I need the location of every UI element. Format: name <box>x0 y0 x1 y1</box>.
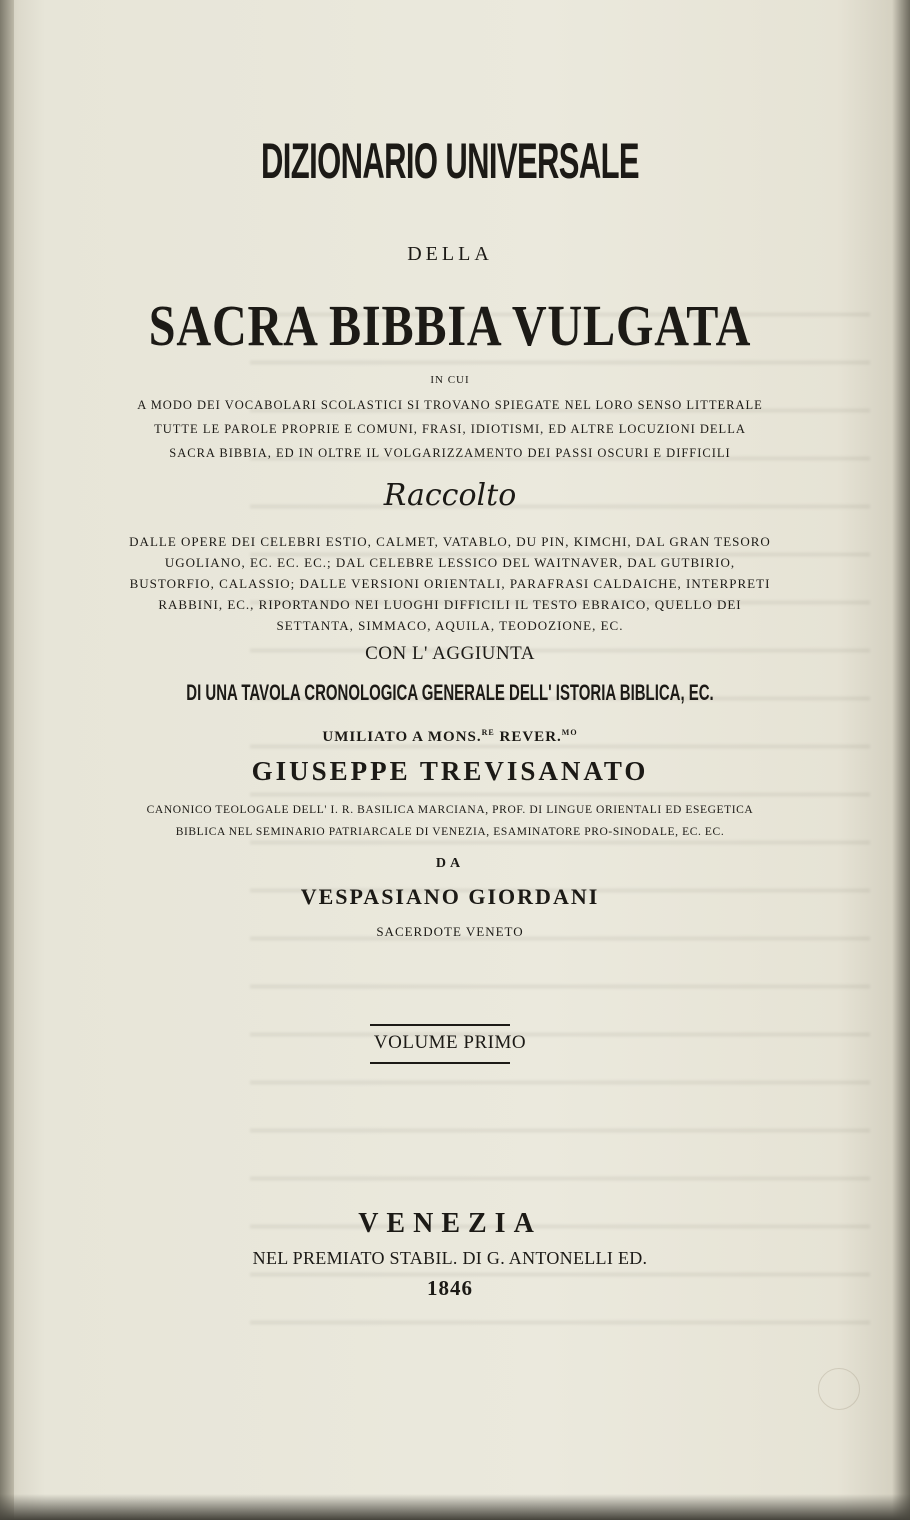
description-line: TUTTE LE PAROLE PROPRIE E COMUNI, FRASI, IDIOTISMI, ED ALTRE LOCUZIONI DELLA <box>154 422 746 436</box>
volume-rule-bottom <box>370 1062 510 1064</box>
dedication-text: UMILIATO A MONS. <box>322 729 482 745</box>
dedicatee-title-line: BIBLICA NEL SEMINARIO PATRIARCALE DI VENEZIA, ESAMINATORE PRO-SINODALE, EC. EC. <box>175 826 725 838</box>
sources-line: SETTANTA, SIMMACO, AQUILA, TEODOZIONE, EC. <box>276 618 624 633</box>
volume-label: VOLUME PRIMO <box>373 1032 527 1053</box>
main-title-line2: SACRA BIBBIA VULGATA <box>148 293 752 358</box>
sources-line: DALLE OPERE DEI CELEBRI ESTIO, CALMET, VATABLO, DU PIN, KIMCHI, DAL GRAN TESORO <box>129 534 771 549</box>
imprint-city: VENEZIA <box>358 1208 542 1239</box>
dedicatee-title-line: CANONICO TEOLOGALE DELL' I. R. BASILICA MARCIANA, PROF. DI LINGUE ORIENTALI ED ESEGETICA <box>146 804 754 816</box>
dedication-line <box>60 728 840 746</box>
by-text: DA <box>435 856 465 871</box>
dedication-superscript: MO <box>561 728 578 737</box>
imprint-year: 1846 <box>427 1276 473 1300</box>
page-bottom-edge <box>0 1494 910 1520</box>
dedicatee-name: GIUSEPPE TREVISANATO <box>251 756 649 786</box>
addition-heading: CON L' AGGIUNTA <box>365 643 535 664</box>
page-binding-edge <box>0 0 14 1520</box>
page-right-edge <box>892 0 910 1520</box>
library-stamp-icon <box>818 1368 860 1410</box>
description-line: SACRA BIBBIA, ED IN OLTRE IL VOLGARIZZAMENTO DEI PASSI OSCURI E DIFFICILI <box>169 446 731 460</box>
raccolto-script-heading: Raccolto <box>383 478 517 513</box>
title-connector: DELLA <box>407 243 493 265</box>
main-title-line1: DIZIONARIO UNIVERSALE <box>261 133 639 189</box>
volume-rule-top <box>370 1024 510 1026</box>
imprint-publisher: NEL PREMIATO STABIL. DI G. ANTONELLI ED. <box>252 1248 648 1268</box>
sources-line: RABBINI, EC., RIPORTANDO NEI LUOGHI DIFFICILI IL TESTO EBRAICO, QUELLO DEI <box>158 597 742 612</box>
dedication-rever: REVER. <box>494 729 562 745</box>
description-line: A MODO DEI VOCABOLARI SCOLASTICI SI TROVANO SPIEGATE NEL LORO SENSO LITTERALE <box>137 398 763 412</box>
chronological-table-line: DI UNA TAVOLA CRONOLOGICA GENERALE DELL' ISTORIA BIBLICA, EC. <box>186 680 714 705</box>
author-role: SACERDOTE VENETO <box>376 924 524 939</box>
in-cui-text: IN CUI <box>430 374 470 386</box>
title-page-content <box>60 0 840 1400</box>
sources-line: UGOLIANO, EC. EC. EC.; DAL CELEBRE LESSICO DEL WAITNAVER, DAL GUTBIRIO, <box>164 555 736 570</box>
dedication-superscript: RE <box>481 728 495 737</box>
author-name: VESPASIANO GIORDANI <box>300 884 600 909</box>
sources-line: BUSTORFIO, CALASSIO; DALLE VERSIONI ORIENTALI, PARAFRASI CALDAICHE, INTERPRETI <box>129 576 771 591</box>
